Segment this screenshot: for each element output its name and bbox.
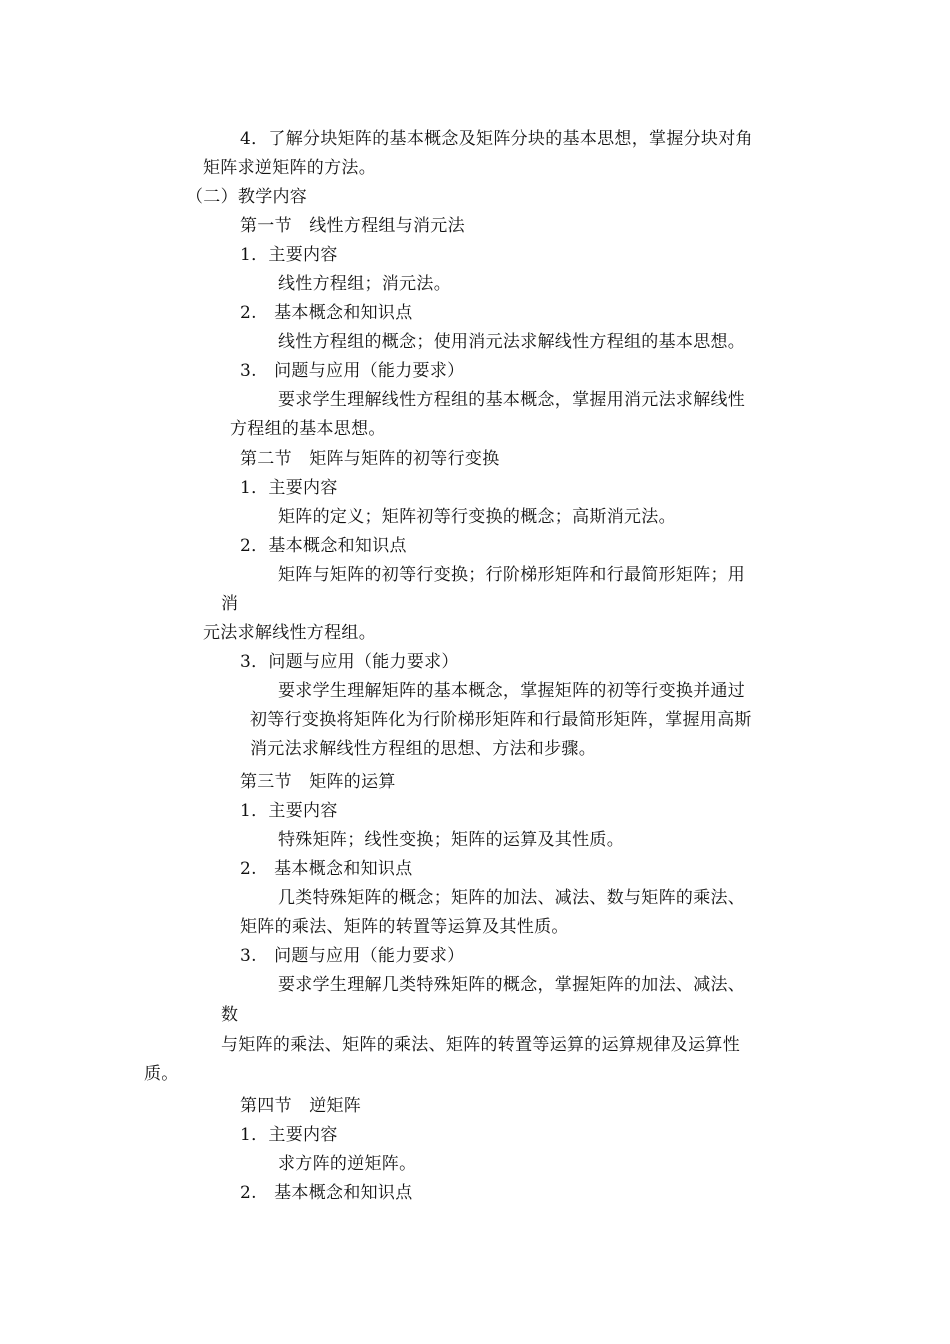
section-1-title: 第一节 线性方程组与消元法 — [240, 216, 465, 236]
section-2-application-text-line-2: 初等行变换将矩阵化为行阶梯形矩阵和行最简形矩阵，掌握用高斯 — [250, 710, 752, 730]
section-4-title: 第四节 逆矩阵 — [240, 1096, 362, 1116]
section-3-application-text-end: 质。 — [144, 1064, 179, 1084]
section-2-application-heading: 3．问题与应用（能力要求） — [240, 652, 459, 672]
section-1-application-text: 要求学生理解线性方程组的基本概念，掌握用消元法求解线性 — [278, 390, 746, 410]
section-3-application-text-wrap: 数 — [221, 1005, 239, 1025]
section-1-main-content-heading: 1．主要内容 — [240, 245, 338, 265]
section-2-application-text: 要求学生理解矩阵的基本概念，掌握矩阵的初等行变换并通过 — [278, 681, 746, 701]
section-2-concepts-text: 矩阵与矩阵的初等行变换；行阶梯形矩阵和行最简形矩阵；用 — [278, 565, 746, 585]
section-2-concepts-heading: 2．基本概念和知识点 — [240, 536, 407, 556]
section-2-concepts-text-wrap: 消 — [221, 594, 239, 614]
section-2-concepts-text-continued: 元法求解线性方程组。 — [203, 623, 376, 643]
section-3-concepts-text: 几类特殊矩阵的概念；矩阵的加法、减法、数与矩阵的乘法、 — [278, 888, 746, 908]
section-4-concepts-heading: 2. 基本概念和知识点 — [240, 1183, 413, 1203]
section-4-main-content-text: 求方阵的逆矩阵。 — [278, 1154, 417, 1174]
section-4-main-content-heading: 1．主要内容 — [240, 1125, 338, 1145]
section-2-title: 第二节 矩阵与矩阵的初等行变换 — [240, 449, 500, 469]
section-2-main-content-heading: 1．主要内容 — [240, 478, 338, 498]
section-3-concepts-text-continued: 矩阵的乘法、矩阵的转置等运算及其性质。 — [240, 917, 569, 937]
objective-item-4: 4．了解分块矩阵的基本概念及矩阵分块的基本思想，掌握分块对角 — [240, 129, 753, 149]
section-3-concepts-heading: 2. 基本概念和知识点 — [240, 859, 413, 879]
section-3-main-content-text: 特殊矩阵；线性变换；矩阵的运算及其性质。 — [278, 830, 624, 850]
section-3-main-content-heading: 1．主要内容 — [240, 801, 338, 821]
section-3-title: 第三节 矩阵的运算 — [240, 772, 396, 792]
section-3-application-heading: 3. 问题与应用（能力要求） — [240, 946, 465, 966]
section-2-main-content-text: 矩阵的定义；矩阵初等行变换的概念；高斯消元法。 — [278, 507, 676, 527]
section-1-application-text-continued: 方程组的基本思想。 — [230, 419, 386, 439]
objective-item-4-continued: 矩阵求逆矩阵的方法。 — [203, 158, 376, 178]
section-3-application-text-continued: 与矩阵的乘法、矩阵的乘法、矩阵的转置等运算的运算规律及运算性 — [221, 1035, 740, 1055]
section-1-concepts-text: 线性方程组的概念；使用消元法求解线性方程组的基本思想。 — [278, 332, 746, 352]
section-1-application-heading: 3. 问题与应用（能力要求） — [240, 361, 465, 381]
section-3-application-text: 要求学生理解几类特殊矩阵的概念，掌握矩阵的加法、减法、 — [278, 975, 746, 995]
section-heading-teaching-content: （二）教学内容 — [186, 187, 308, 207]
section-1-main-content-text: 线性方程组；消元法。 — [278, 274, 451, 294]
section-1-concepts-heading: 2. 基本概念和知识点 — [240, 303, 413, 323]
section-2-application-text-line-3: 消元法求解线性方程组的思想、方法和步骤。 — [250, 739, 596, 759]
